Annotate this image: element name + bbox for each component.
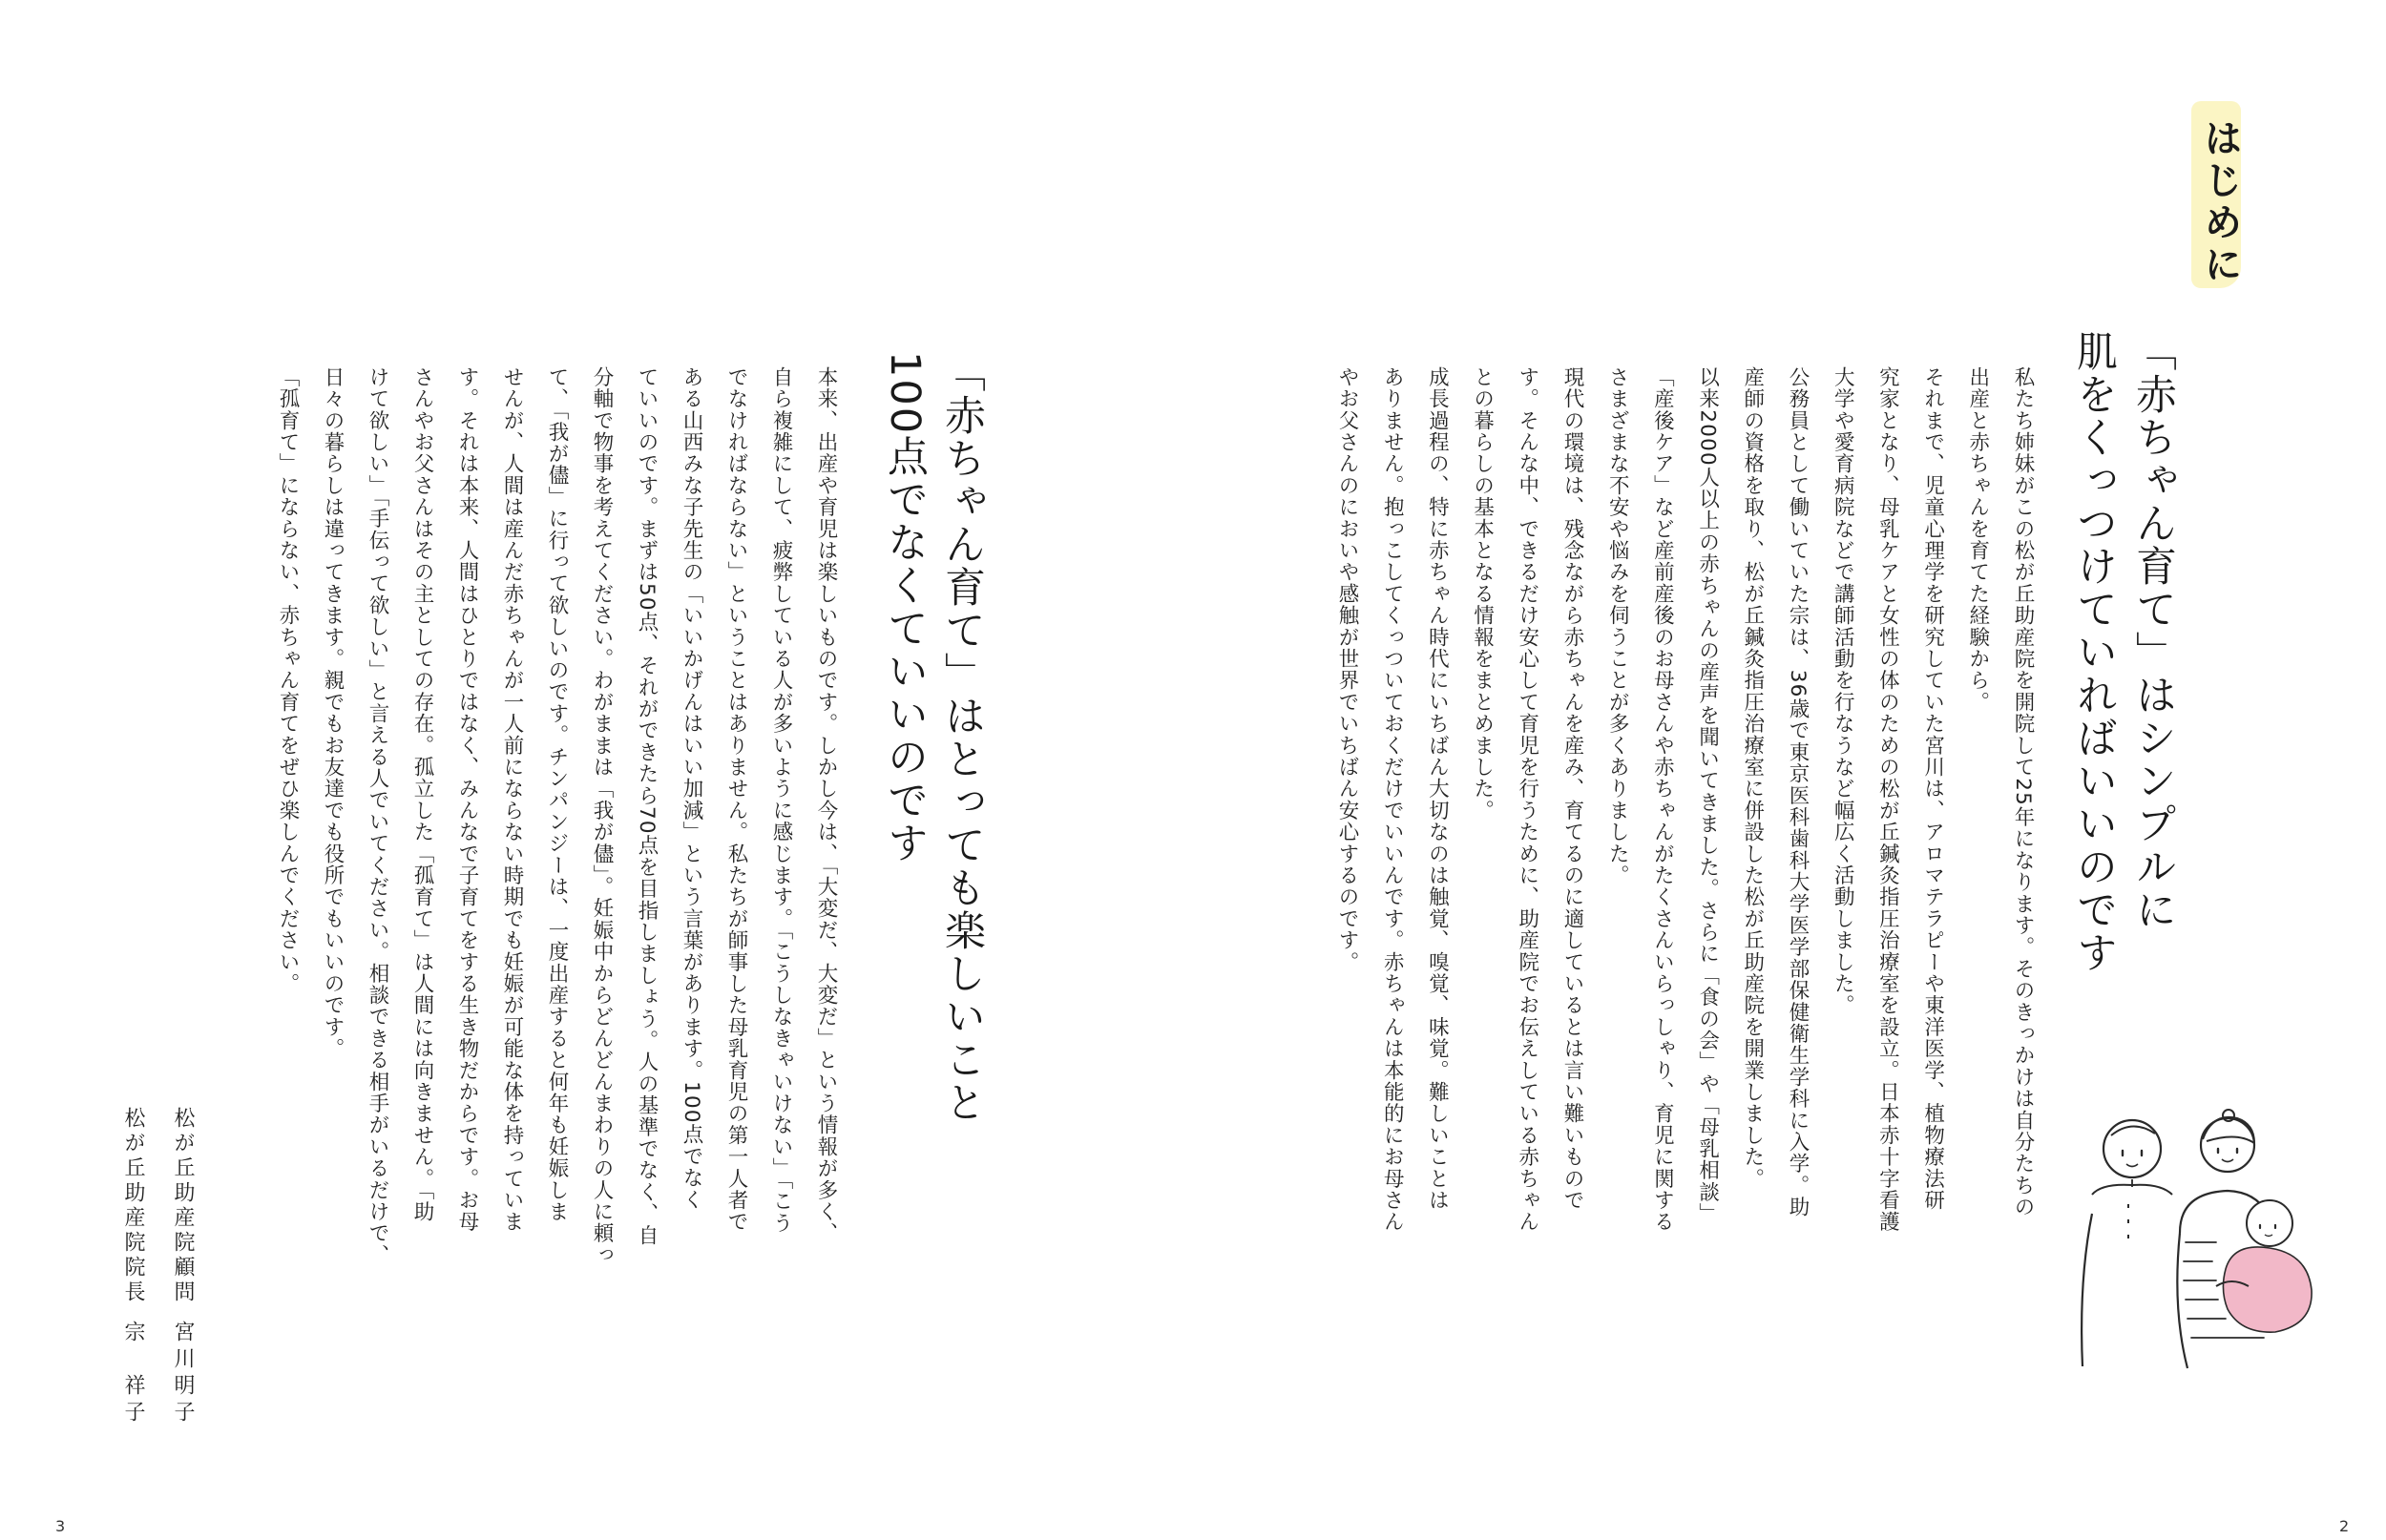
body-line: 「産後ケア」など産前産後のお母さんや赤ちゃんがたくさんいらっしゃり、育児に関する	[1650, 366, 1675, 1233]
body-line: やお父さんのにおいや感触が世界でいちばん安心するのです。	[1335, 366, 1359, 973]
body-line: ある山西みな子先生の「いいかげんはいい加減」という言葉があります。100点でなく	[680, 366, 703, 1211]
signature-role: 松が丘助産院院長	[121, 1107, 145, 1305]
body-line: せんが、人間は産んだ赤ちゃんが一人前にならない時期でも妊娠が可能な体を持っていま	[500, 366, 524, 1233]
body-line: す。そんな中、できるだけ安心して育児を行うために、助産院でお伝えしている赤ちゃん	[1515, 366, 1539, 1233]
body-line: 産師の資格を取り、松が丘鍼灸指圧治療室に併設した松が丘助産院を開業しました。	[1740, 366, 1765, 1190]
body-line: 日々の暮らしは違ってきます。親でもお友達でも役所でもいいのです。	[321, 366, 345, 1060]
body-line: 公務員として働いていた宗は、36歳で東京医科歯科大学医学部保健衛生学科に入学。助	[1786, 366, 1810, 1218]
body-line: 大学や愛育病院などで講師活動を行なうなど幅広く活動しました。	[1831, 366, 1855, 1016]
body-line: 以来2000人以上の赤ちゃんの産声を聞いてきました。さらに「食の会」や「母乳相談」	[1695, 366, 1720, 1225]
body-line: ありません。抱っこしてくっついておくだけでいいんです。赤ちゃんは本能的にお母さん	[1380, 366, 1405, 1233]
body-line: 究家となり、母乳ケアと女性の体のための松が丘鍼灸指圧治療室を設立。日本赤十字看護	[1875, 366, 1900, 1233]
body-line: 本来、出産や育児は楽しいものです。しかし今は、「大変だ、大変だ」という情報が多く、	[814, 366, 838, 1244]
heading-line: 100点でなくていいのです	[881, 351, 929, 865]
body-line: さまざまな不安や悩みを伺うことが多くありました。	[1605, 366, 1630, 886]
heading-line: 肌をくっつけていればいいのです	[2070, 330, 2118, 974]
body-line: て、「我が儘」に行って欲しいのです。チンパンジーは、一度出産すると何年も妊娠しま	[545, 366, 569, 1223]
heading-line: 「赤ちゃん育て」はシンプルに	[2129, 330, 2177, 931]
body-line: 出産と赤ちゃんを育てた経験から。	[1965, 366, 1990, 714]
body-line: 自ら複雑にして、疲弊している人が多いように感じます。「こうしなきゃいけない」「こう	[769, 366, 793, 1235]
signature-role: 松が丘助産院顧問	[171, 1107, 195, 1305]
body-line: でなければならない」ということはありません。私たちが師事した母乳育児の第一人者で	[724, 366, 748, 1233]
body-line: ていいのです。まずは50点、それができたら70点を目指しましょう。人の基準でなく、自	[635, 366, 659, 1247]
body-line: 「孤育て」にならない、赤ちゃん育てをぜひ楽しんでください。	[276, 366, 300, 995]
signature-name: 宮川明子	[171, 1321, 195, 1427]
heading-line: 「赤ちゃん育て」はとっても楽しいこと	[938, 351, 986, 1124]
body-line: す。それは本来、人間はひとりではなく、みんなで子育てをする生き物だからです。お母	[455, 366, 479, 1233]
page-number-right: 2	[2339, 1517, 2350, 1535]
body-line: けて欲しい」「手伝って欲しい」と言える人でいてください。相談できる相手がいるだけで、	[366, 366, 389, 1266]
body-line: それまで、児童心理学を研究していた宮川は、アロマテラピーや東洋医学、植物療法研	[1920, 366, 1945, 1212]
body-line: 私たち姉妹がこの松が丘助産院を開院して25年になります。そのきっかけは自分たちの	[2011, 366, 2035, 1218]
section-label: はじめに	[2198, 118, 2242, 286]
body-line: さんやお父さんはその主としての存在。孤立した「孤育て」は人間には向きません。「助	[410, 366, 434, 1223]
body-line: との暮らしの基本となる情報をまとめました。	[1470, 366, 1495, 822]
signature-name: 宗 祥子	[121, 1321, 145, 1427]
body-line: 成長過程の、特に赤ちゃん時代にいちばん大切なのは触覚、嗅覚、味覚。難しいことは	[1425, 366, 1450, 1212]
body-line: 現代の環境は、残念ながら赤ちゃんを産み、育てるのに適しているとは言い難いもので	[1560, 366, 1584, 1212]
page-number-left: 3	[55, 1517, 66, 1535]
parents-with-baby-illustration	[2073, 1099, 2321, 1376]
body-line: 分軸で物事を考えてください。わがままは「我が儘」。妊娠中からどんどんまわりの人に頼っ	[590, 366, 614, 1266]
